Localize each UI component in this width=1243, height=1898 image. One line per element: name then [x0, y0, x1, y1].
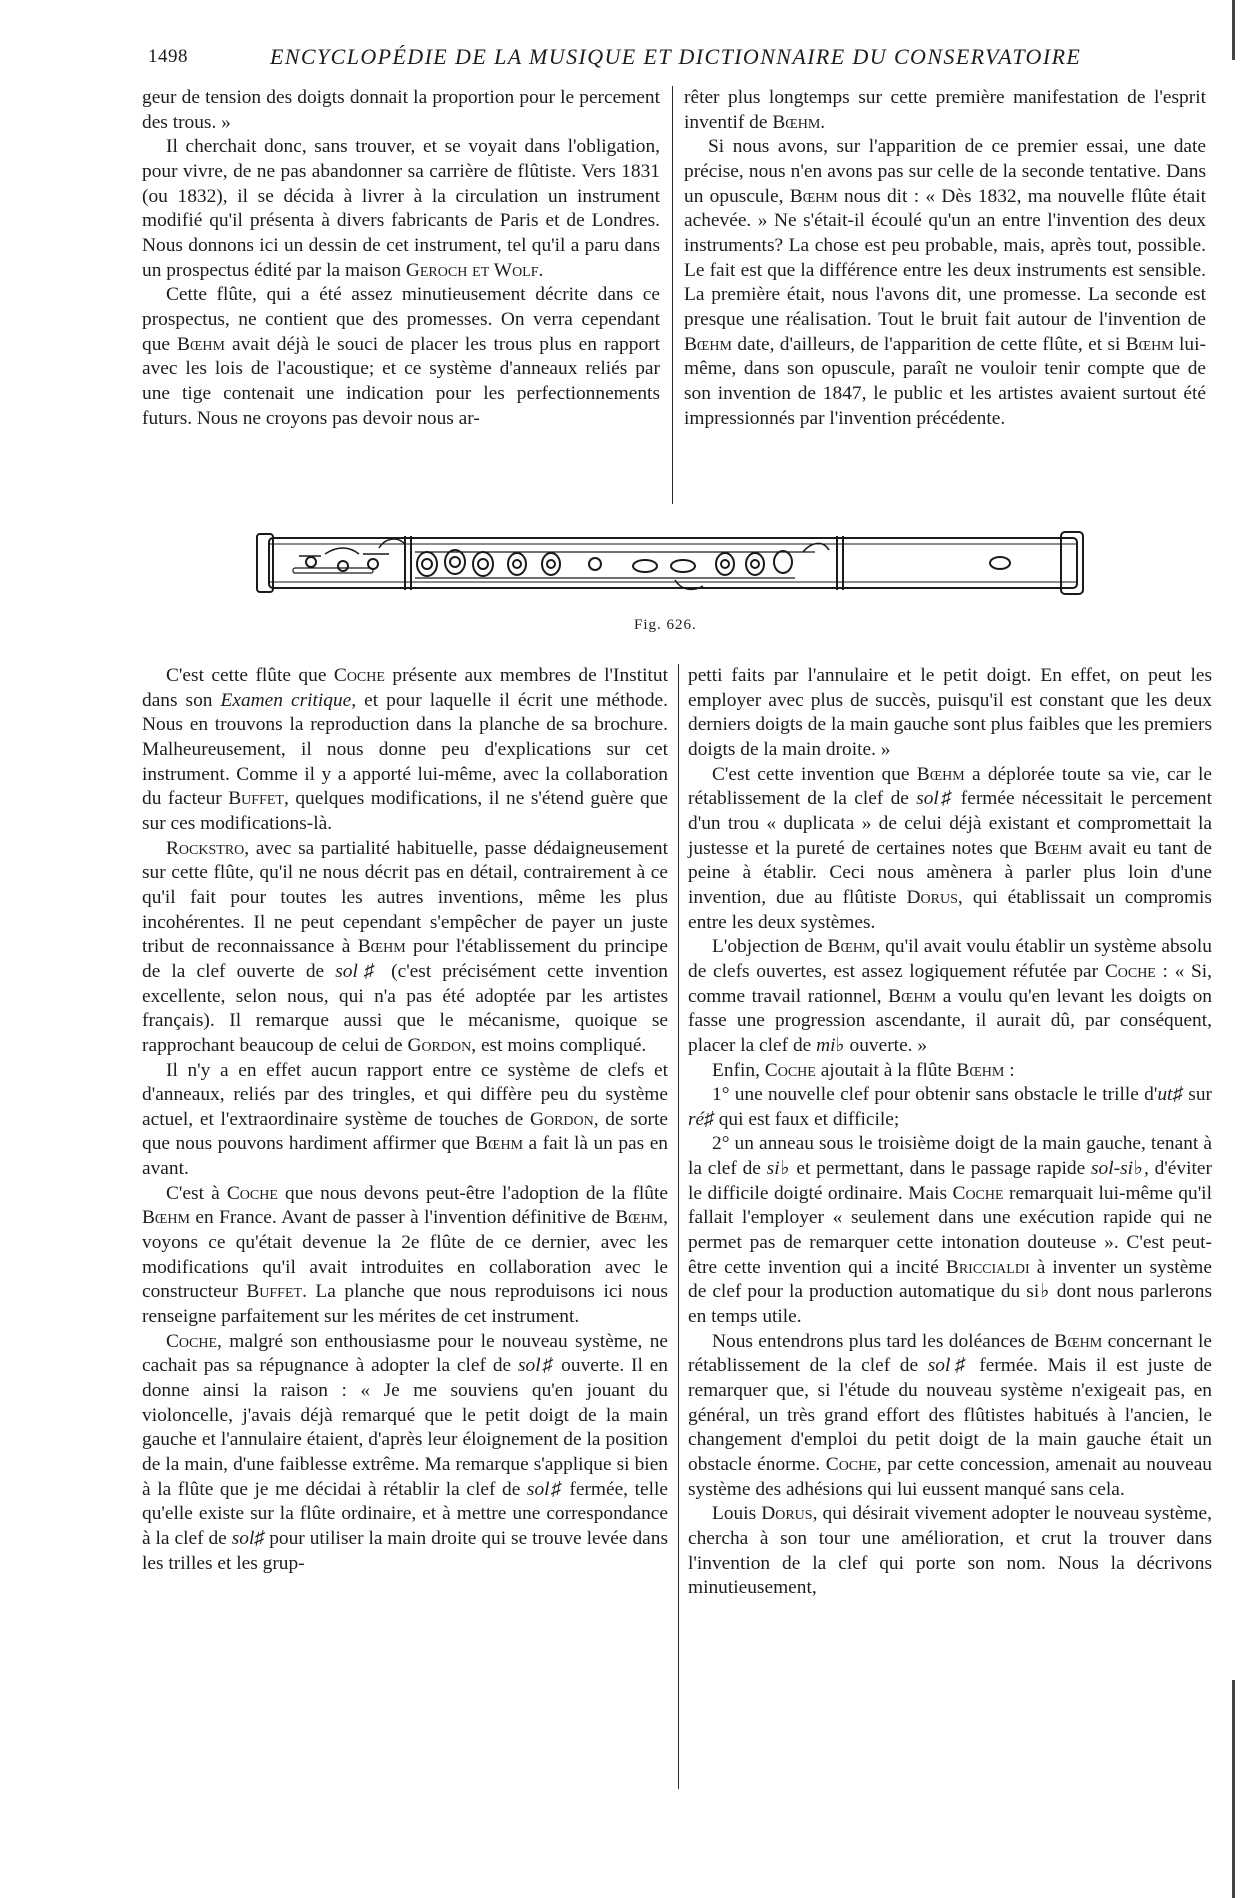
paragraph: Cette flûte, qui a été assez minutieusement décrite dans ce prospectus, ne contient que des promesses. On verra cependant que Bœhm avait déjà le souci de placer les trous plus en rapport avec les lois de l'acoustique; et ce système d'anneaux reliés par une tige contenait une indication pour les perfectionnements futurs. Nous ne croyons pas devoir nous ar-	[142, 284, 660, 429]
paragraph: 2° un anneau sous le troisième doigt de la main gauche, tenant à la clef de si♭ et permettant, dans le passage rapide sol-si♭, d'éviter le difficile doigté ordinaire. Mais Coche remarquait lui-même qu'il fallait l'employer « seulement dans une exécution rapide qui ne permet pas de remarquer cette intonation douteuse ». C'est peut-être cette invention qui a incité Briccialdi à inventer un système de clef pour la production automatique du si♭ dont nous parlerons en temps utile.	[688, 1133, 1212, 1328]
paragraph: Rockstro, avec sa partialité habituelle, passe dédaigneusement sur cette flûte, qu'il ne nous décrit pas en détail, contrairement à ce qu'il fait pour toutes les autres inventions, même les plus incohérentes. Il ne peut cependant s'empêcher de payer un juste tribut de reconnaissance à Bœhm pour l'établissement du principe de la clef ouverte de sol♯ (c'est précisément cette invention excellente, selon nous, qui n'a pas été adoptée par les artistes français). Il remarque aussi que le mécanisme, quoique se rapprochant beaucoup de celui de Gordon, est moins compliqué.	[142, 837, 668, 1056]
column-bottom-right	[688, 664, 1212, 1601]
book-title: Examen critique,	[220, 689, 357, 711]
paragraph: Coche, malgré son enthousiasme pour le nouveau système, ne cachait pas sa répugnance à adopter la clef de sol♯ ouverte. Il en donne ainsi la raison : « Je me souviens qu'en jouant du violoncelle, j'avais déjà remarqué que le petit doigt de la main gauche et l'annulaire étaient, d'après leur éloignement de la position de la main, d'une faiblesse extrême. Ma remarque s'applique si bien à la flûte que je me décidai à rétablir la clef de sol♯ fermée, telle qu'elle existe sur la flûte ordinaire, et à mettre une correspondance à la clef de sol♯ pour utiliser la main droite qui se trouve levée dans les trilles et les grup-	[142, 1330, 669, 1574]
column-rule	[678, 664, 679, 1789]
page-number: 1498	[148, 46, 188, 67]
maker-name: Geroch et Wolf.	[405, 259, 544, 281]
page-header	[148, 46, 1088, 76]
column-top-right	[684, 86, 1206, 431]
paragraph: Enfin, Coche ajoutait à la flûte Bœhm :	[712, 1059, 1015, 1081]
paragraph: C'est à Coche que nous devons peut-être l'adoption de la flûte Bœhm en France. Avant de passer à l'invention définitive de Bœhm, voyons ce qu'était devenue la 2e flûte de ce dernier, avec les modifications qu'il avait introduites en collaboration avec le constructeur Buffet. La planche que nous reproduisons ici nous renseigne parfaitement sur les mérites de cet instrument.	[142, 1182, 669, 1328]
column-rule	[672, 86, 673, 504]
column-top-left	[142, 86, 660, 431]
paragraph: Louis Dorus, qui désirait vivement adopter le nouveau système, chercha à son tour une amélioration, et crut la trouver dans l'invention de la clef qui porte son nom. Nous la décrivons minutieusement,	[688, 1503, 1212, 1599]
running-title: ENCYCLOPÉDIE DE LA MUSIQUE ET DICTIONNAIRE DU CONSERVATOIRE	[270, 44, 1082, 69]
paragraph: L'objection de Bœhm, qu'il avait voulu établir un système absolu de clefs ouvertes, est assez logiquement réfutée par Coche : « Si, comme travail rationnel, Bœhm a voulu qu'en levant les doigts on fasse une progression ascendante, il aurait dû, par conséquent, placer la clef de mi♭ ouverte. »	[688, 936, 1212, 1056]
paragraph: Il cherchait donc, sans trouver, et se voyait dans l'obligation, pour vivre, de ne pas abandonner sa carrière de flûtiste. Vers 1831 (ou 1832), il se décida à livrer à la circulation un instrument modifié qu'il présenta à divers fabricants de Paris et de Londres. Nous donnons ici un dessin de cet instrument, tel qu'il a paru dans un prospectus édité par la maison Geroch et Wolf.	[142, 136, 660, 281]
paragraph: C'est cette invention que Bœhm a déplorée toute sa vie, car le rétablissement de la clef de sol♯ fermée nécessitait le percement d'un trou « duplicata » de celui déjà existant et compromettait la justesse et la pureté de certaines notes que Bœhm avait eu tant de peine à établir. Ceci nous amènera à parler plus loin d'une invention, due au flûtiste Dorus, qui établissait un compromis entre les deux systèmes.	[688, 763, 1212, 933]
binding-edge	[1232, 0, 1235, 60]
flute-drawing	[255, 528, 1095, 608]
column-bottom-left	[142, 664, 668, 1576]
paragraph: Il n'y a en effet aucun rapport entre ce système de clefs et d'anneaux, reliés par des tringles, et qui diffère peu du système actuel, et l'extraordinaire système de touches de Gordon, de sorte que nous pouvons hardiment affirmer que Bœhm a fait là un pas en avant.	[142, 1059, 668, 1180]
binding-edge	[1232, 1680, 1235, 1898]
paragraph: 1° une nouvelle clef pour obtenir sans obstacle le trille d'ut♯ sur ré♯ qui est faux et difficile;	[688, 1084, 1212, 1130]
flute-illustration	[255, 528, 1095, 608]
figure-caption: Fig. 626.	[634, 617, 697, 633]
paragraph: C'est cette flûte que Coche présente aux membres de l'Institut dans son Examen critique, et pour laquelle il écrit une méthode. Nous en trouvons la reproduction dans la planche de sa brochure. Malheureusement, il nous donne peu d'explications sur cet instrument. Comme il y a apporté lui-même, avec la collaboration du facteur Buffet, quelques modifications, il ne s'étend guère que sur ces modifications-là.	[142, 665, 668, 834]
paragraph: petti faits par l'annulaire et le petit doigt. En effet, on peut les employer avec plus de succès, puisqu'il est constant que les deux derniers doigts de la main gauche sont plus faibles que les premiers doigts de la main droite. »	[688, 665, 1212, 760]
paragraph: geur de tension des doigts donnait la proportion pour le percement des trous. »	[142, 87, 660, 133]
paragraph: rêter plus longtemps sur cette première manifestation de l'esprit inventif de Bœhm.	[684, 87, 1206, 133]
paragraph: Si nous avons, sur l'apparition de ce premier essai, une date précise, nous n'en avons pas sur celle de la seconde tentative. Dans un opuscule, Bœhm nous dit : « Dès 1832, ma nouvelle flûte était achevée. » Ne s'était-il écoulé qu'un an entre l'invention des deux instruments? La chose est peu probable, mais, après tout, possible. Le fait est que la différence entre les deux instruments est sensible. La première était, nous l'avons dit, une promesse. La seconde est presque une réalisation. Tout le bruit fait autour de l'invention de Bœhm date, d'ailleurs, de l'apparition de cette flûte, et si Bœhm lui-même, dans son opuscule, paraît ne vouloir tenir compte que de son invention de 1847, le public et les artistes avaient surtout été impressionnés par l'invention précédente.	[684, 136, 1206, 429]
paragraph: Nous entendrons plus tard les doléances de Bœhm concernant le rétablissement de la clef de sol♯ fermée. Mais il est juste de remarquer que, si l'étude du nouveau système n'exigeait pas, en général, un très grand effort des flûtistes habitués à l'ancien, le changement d'emploi du petit doigt de la main gauche était un obstacle énorme. Coche, par cette concession, amenait au nouveau système des adhésions qui lui eussent manqué sans cela.	[688, 1330, 1212, 1500]
